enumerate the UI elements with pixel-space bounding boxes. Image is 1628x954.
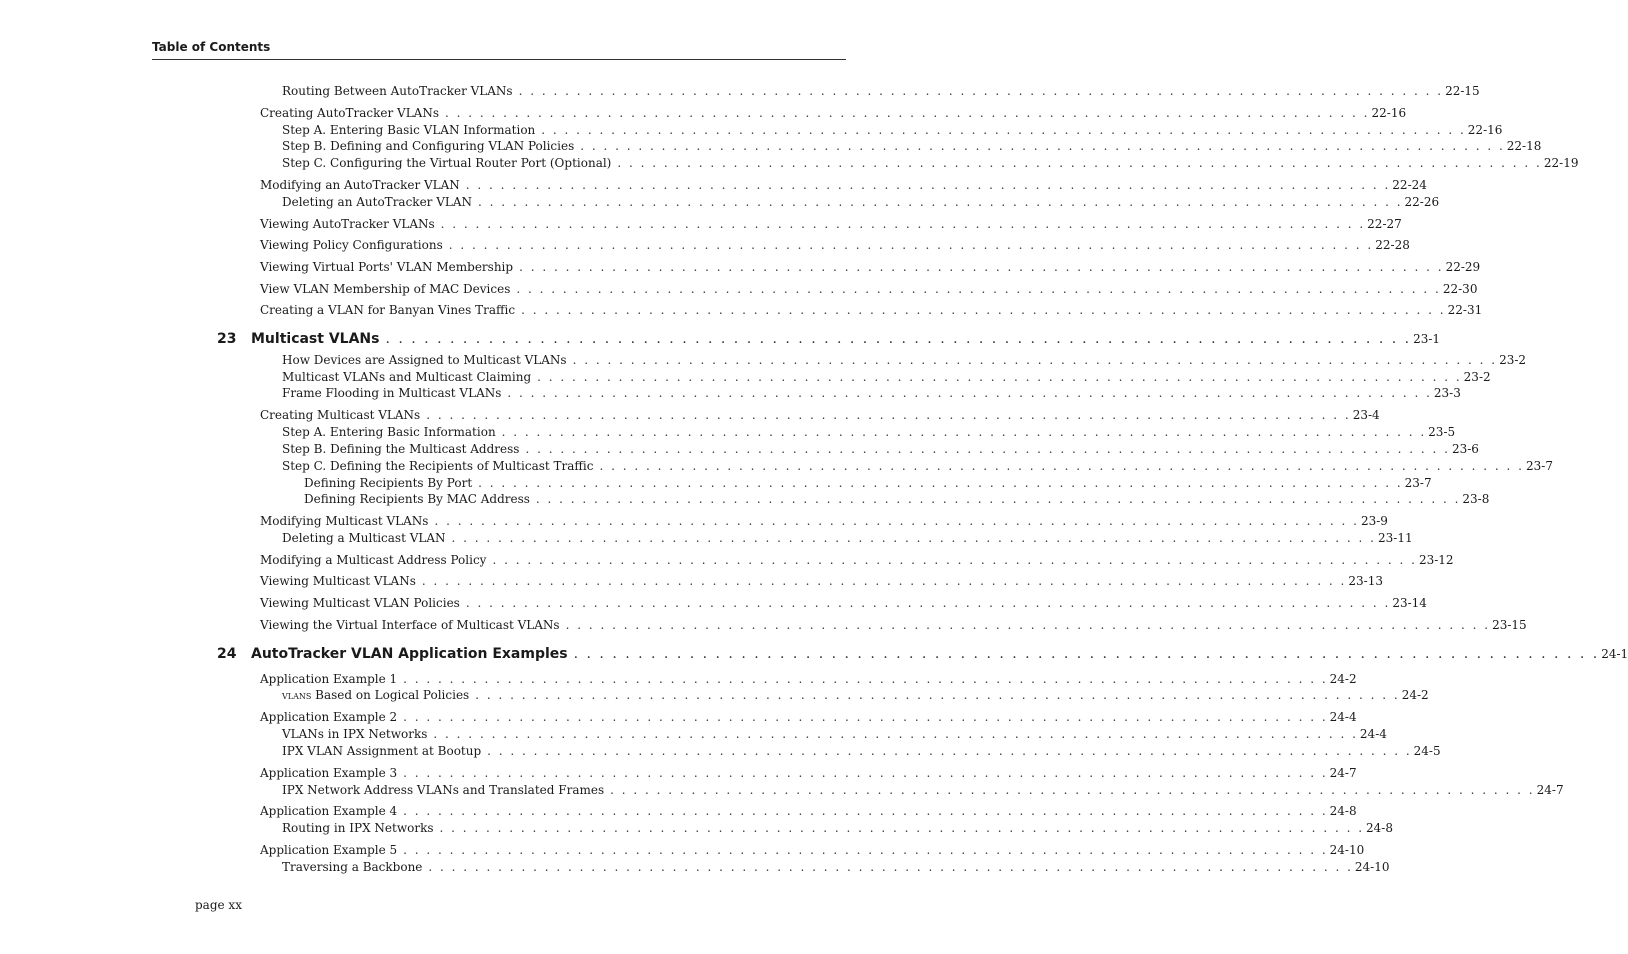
dot-leader: . . . . . . . . . . . . . . . . . . . . . . . . . . . . . . . . . . . . . . . . . . . . . . . . . . . . . . . . . . . . . . . . . . . . . . . . . . . . . . . .	[426, 408, 1351, 422]
dot-leader: . . . . . . . . . . . . . . . . . . . . . . . . . . . . . . . . . . . . . . . . . . . . . . . . . . . . . . . . . . . . . . . . . . . . . . . . . . . . . . . .	[433, 727, 1358, 741]
dot-leader: . . . . . . . . . . . . . . . . . . . . . . . . . . . . . . . . . . . . . . . . . . . . . . . . . . . . . . . . . . . . . . . . . . . . . . . . . . . . . . . .	[428, 860, 1353, 874]
toc-entry-label: Creating Multicast VLANs	[260, 408, 421, 422]
toc-entry-label: Application Example 1	[260, 672, 398, 686]
toc-entry[interactable]	[282, 821, 1393, 835]
toc-entry-label: Viewing the Virtual Interface of Multicast VLANs	[260, 618, 560, 632]
toc-entry-page: 23-2	[1463, 370, 1491, 384]
toc-entry-label: How Devices are Assigned to Multicast VLANs	[282, 353, 567, 367]
dot-leader: . . . . . . . . . . . . . . . . . . . . . . . . . . . . . . . . . . . . . . . . . . . . . . . . . . . . . . . . . . . . . . . . . . . . . . . . . . . . . . . .	[478, 195, 1403, 209]
toc-entry-page: 22-28	[1375, 238, 1410, 252]
toc-entry-label: Viewing AutoTracker VLANs	[260, 217, 435, 231]
toc-entry-label: Defining Recipients By MAC Address	[304, 492, 530, 506]
toc-entry[interactable]	[282, 425, 1456, 439]
toc-entry-page: 22-16	[1371, 106, 1407, 120]
dot-leader: . . . . . . . . . . . . . . . . . . . . . . . . . . . . . . . . . . . . . . . . . . . . . . . . . . . . . . . . . . . . . . . . . . . . . . . . . . . . . . . .	[403, 766, 1328, 780]
toc-entry-page: 24-4	[1359, 727, 1387, 741]
toc-entry[interactable]	[304, 476, 1432, 490]
toc-entry-label: Application Example 2	[260, 710, 398, 724]
page-number: page xx	[195, 898, 242, 912]
toc-entry[interactable]	[260, 843, 1365, 857]
toc-entry-page: 24-2	[1401, 688, 1429, 702]
toc-entry-label: Defining Recipients By Port	[304, 476, 473, 490]
toc-entry[interactable]	[282, 156, 1579, 170]
toc-entry-label: Viewing Policy Configurations	[260, 238, 443, 252]
toc-entry-label: Modifying Multicast VLANs	[260, 514, 429, 528]
toc-entry[interactable]	[282, 783, 1564, 797]
toc-entry-page: 23-7	[1404, 476, 1432, 490]
toc-entry[interactable]	[260, 514, 1388, 528]
toc-entry-page: 24-10	[1329, 843, 1365, 857]
dot-leader: . . . . . . . . . . . . . . . . . . . . . . . . . . . . . . . . . . . . . . . . . . . . . . . . . . . . . . . . . . . . . . . . . . . . . . . . . . . . . . . .	[403, 672, 1328, 686]
dot-leader: . . . . . . . . . . . . . . . . . . . . . . . . . . . . . . . . . . . . . . . . . . . . . . . . . . . . . . . . . . . . . . . . . . . . . . . . . . . . . . . .	[507, 386, 1432, 400]
dot-leader: . . . . . . . . . . . . . . . . . . . . . . . . . . . . . . . . . . . . . . . . . . . . . . . . . . . . . . . . . . . . . . . . . . . . . . . . . . . . . . . .	[421, 574, 1347, 588]
toc-entry[interactable]	[282, 744, 1441, 758]
dot-leader: . . . . . . . . . . . . . . . . . . . . . . . . . . . . . . . . . . . . . . . . . . . . . . . . . . . . . . . . . . . . . . . . . . . . . . . . . . . . . . . .	[501, 425, 1427, 439]
toc-entry-label: Step B. Defining the Multicast Address	[282, 442, 520, 456]
dot-leader: . . . . . . . . . . . . . . . . . . . . . . . . . . . . . . . . . . . . . . . . . . . . . . . . . . . . . . . . . . . . . . . . . . . . . . . . . . . . . . . .	[445, 106, 1370, 120]
toc-entry[interactable]	[260, 106, 1407, 120]
toc-entry-page: 22-15	[1445, 84, 1480, 98]
toc-entry[interactable]	[260, 710, 1357, 724]
toc-entry[interactable]	[282, 370, 1491, 384]
toc-entry-label: Modifying a Multicast Address Policy	[260, 553, 487, 567]
toc-entry-page: 24-4	[1329, 710, 1357, 724]
toc-entry-label: Application Example 3	[260, 766, 398, 780]
toc-entry-label: vlans Based on Logical Policies	[282, 688, 470, 702]
toc-entry-page: 22-27	[1367, 217, 1402, 231]
toc-entry[interactable]	[282, 688, 1429, 702]
dot-leader: . . . . . . . . . . . . . . . . . . . . . . . . . . . . . . . . . . . . . . . . . . . . . . . . . . . . . . . . . . . . . . . . . . . . . . . . . . . . . . . .	[610, 783, 1535, 797]
toc-entry[interactable]	[260, 178, 1427, 192]
toc-entry-page: 24-8	[1329, 804, 1357, 818]
dot-leader: . . . . . . . . . . . . . . . . . . . . . . . . . . . . . . . . . . . . . . . . . . . . . . . . . . . . . . . . . . . . . . . . . . . . . . . . . . . . . . . .	[541, 123, 1466, 137]
toc-entry-label: Routing in IPX Networks	[282, 821, 434, 835]
toc-entry-page: 23-5	[1428, 425, 1456, 439]
toc-entry-page: 24-2	[1329, 672, 1357, 686]
toc-entry-page: 23-14	[1392, 596, 1427, 610]
toc-entry-page: 24-10	[1354, 860, 1390, 874]
toc-entry-label: Step A. Entering Basic VLAN Information	[282, 123, 536, 137]
dot-leader: . . . . . . . . . . . . . . . . . . . . . . . . . . . . . . . . . . . . . . . . . . . . . . . . . . . . . . . . . . . . . . . . . . . . . . . . . . . . . . . .	[451, 531, 1376, 545]
toc-entry[interactable]	[260, 238, 1410, 252]
toc-entry-page: 22-26	[1404, 195, 1440, 209]
toc-entry-page: 23-4	[1352, 408, 1380, 422]
toc-entry-label: Creating a VLAN for Banyan Vines Traffic	[260, 303, 516, 317]
toc-entry[interactable]	[260, 217, 1402, 231]
dot-leader: . . . . . . . . . . . . . . . . . . . . . . . . . . . . . . . . . . . . . . . . . . . . . . . . . . . . . . . . . . . . . . . . . . . . . . . . . . . . . . . .	[434, 514, 1359, 528]
toc-entry-page: 24-5	[1413, 744, 1441, 758]
dot-leader: . . . . . . . . . . . . . . . . . . . . . . . . . . . . . . . . . . . . . . . . . . . . . . . . . . . . . . . . . . . . . . . . . . . . . . . . . . . . . . . .	[521, 303, 1446, 317]
toc-entry[interactable]	[282, 727, 1387, 741]
toc-entry[interactable]	[282, 123, 1503, 137]
toc-entry[interactable]	[260, 553, 1454, 567]
toc-entry[interactable]	[282, 139, 1542, 153]
toc-entry-page: 23-1	[1413, 332, 1441, 346]
toc-entry-label: Viewing Virtual Ports' VLAN Membership	[260, 260, 514, 274]
toc-entry-page: 24-1	[1601, 647, 1628, 661]
toc-entry-page: 24-7	[1329, 766, 1357, 780]
chapter-number: 24	[217, 646, 237, 662]
dot-leader: . . . . . . . . . . . . . . . . . . . . . . . . . . . . . . . . . . . . . . . . . . . . . . . . . . . . . . . . . . . . . . . . . . . . . . . . . . . . . . . .	[537, 370, 1462, 384]
toc-entry[interactable]	[282, 195, 1440, 209]
dot-leader: . . . . . . . . . . . . . . . . . . . . . . . . . . . . . . . . . . . . . . . . . . . . . . . . . . . . . . . . . . . . . . . . . . . . . . . . . . . . . . . .	[403, 843, 1328, 857]
chapter-number: 23	[217, 331, 237, 347]
dot-leader: . . . . . . . . . . . . . . . . . . . . . . . . . . . . . . . . . . . . . . . . . . . . . . . . . . . . . . . . . . . . . . . . . . . . . . . . . . . . . . . .	[573, 646, 1600, 662]
toc-entry[interactable]	[260, 303, 1483, 317]
dot-leader: . . . . . . . . . . . . . . . . . . . . . . . . . . . . . . . . . . . . . . . . . . . . . . . . . . . . . . . . . . . . . . . . . . . . . . . . . . . . . . . .	[572, 353, 1498, 367]
toc-entry-page: 23-12	[1418, 553, 1454, 567]
toc-entry[interactable]	[260, 618, 1527, 632]
toc-entry-page: 22-18	[1506, 139, 1542, 153]
toc-entry-label: View VLAN Membership of MAC Devices	[260, 282, 511, 296]
toc-entry-page: 22-19	[1543, 156, 1579, 170]
toc-entry-page: 23-9	[1360, 514, 1388, 528]
toc-entry-label: Routing Between AutoTracker VLANs	[282, 84, 513, 98]
toc-entry-page: 24-7	[1536, 783, 1564, 797]
toc-entry-page: 23-15	[1492, 618, 1527, 632]
dot-leader: . . . . . . . . . . . . . . . . . . . . . . . . . . . . . . . . . . . . . . . . . . . . . . . . . . . . . . . . . . . . . . . . . . . . . . . . . . . . . . . .	[516, 282, 1441, 296]
dot-leader: . . . . . . . . . . . . . . . . . . . . . . . . . . . . . . . . . . . . . . . . . . . . . . . . . . . . . . . . . . . . . . . . . . . . . . . . . . . . . . . .	[475, 688, 1400, 702]
toc-entry-page: 23-8	[1462, 492, 1490, 506]
toc-entry-label: Traversing a Backbone	[282, 860, 423, 874]
toc-entry-label: Frame Flooding in Multicast VLANs	[282, 386, 502, 400]
toc-entry-label: Step A. Entering Basic Information	[282, 425, 496, 439]
dot-leader: . . . . . . . . . . . . . . . . . . . . . . . . . . . . . . . . . . . . . . . . . . . . . . . . . . . . . . . . . . . . . . . . . . . . . . . . . . . . . . . .	[565, 618, 1491, 632]
toc-entry[interactable]	[282, 84, 1480, 98]
dot-leader: . . . . . . . . . . . . . . . . . . . . . . . . . . . . . . . . . . . . . . . . . . . . . . . . . . . . . . . . . . . . . . . . . . . . . . . . . . . . . . . .	[599, 459, 1524, 473]
dot-leader: . . . . . . . . . . . . . . . . . . . . . . . . . . . . . . . . . . . . . . . . . . . . . . . . . . . . . . . . . . . . . . . . . . . . . . . . . . . . . . . .	[487, 744, 1412, 758]
toc-entry[interactable]	[282, 531, 1413, 545]
dot-leader: . . . . . . . . . . . . . . . . . . . . . . . . . . . . . . . . . . . . . . . . . . . . . . . . . . . . . . . . . . . . . . . . . . . . . . . . . . . . . . . .	[448, 238, 1374, 252]
dot-leader: . . . . . . . . . . . . . . . . . . . . . . . . . . . . . . . . . . . . . . . . . . . . . . . . . . . . . . . . . . . . . . . . . . . . . . . . . . . . . . . .	[403, 710, 1328, 724]
dot-leader: . . . . . . . . . . . . . . . . . . . . . . . . . . . . . . . . . . . . . . . . . . . . . . . . . . . . . . . . . . . . . . . . . . . . . . . . . . . . . . . .	[525, 442, 1450, 456]
toc-entry[interactable]	[282, 386, 1461, 400]
toc-entry-label: Application Example 5	[260, 843, 398, 857]
dot-leader: . . . . . . . . . . . . . . . . . . . . . . . . . . . . . . . . . . . . . . . . . . . . . . . . . . . . . . . . . . . . . . . . . . . . . . . . . . . . . . . .	[403, 804, 1328, 818]
dot-leader: . . . . . . . . . . . . . . . . . . . . . . . . . . . . . . . . . . . . . . . . . . . . . . . . . . . . . . . . . . . . . . . . . . . . . . . . . . . . . . . .	[535, 492, 1461, 506]
dot-leader: . . . . . . . . . . . . . . . . . . . . . . . . . . . . . . . . . . . . . . . . . . . . . . . . . . . . . . . . . . . . . . . . . . . . . . . . . . . . . . . .	[617, 156, 1542, 170]
toc-entry-label: Viewing Multicast VLAN Policies	[260, 596, 460, 610]
dot-leader: . . . . . . . . . . . . . . . . . . . . . . . . . . . . . . . . . . . . . . . . . . . . . . . . . . . . . . . . . . . . . . . . . . . . . . . . . . . . . . . .	[519, 260, 1444, 274]
toc-entry[interactable]	[260, 596, 1427, 610]
toc-entry-page: 23-7	[1526, 459, 1553, 473]
toc-entry-label: Step C. Defining the Recipients of Multicast Traffic	[282, 459, 594, 473]
toc-entry[interactable]	[282, 353, 1527, 367]
dot-leader: . . . . . . . . . . . . . . . . . . . . . . . . . . . . . . . . . . . . . . . . . . . . . . . . . . . . . . . . . . . . . . . . . . . . . . . . . . . . . . . .	[580, 139, 1505, 153]
dot-leader: . . . . . . . . . . . . . . . . . . . . . . . . . . . . . . . . . . . . . . . . . . . . . . . . . . . . . . . . . . . . . . . . . . . . . . . . . . . . . . . .	[492, 553, 1417, 567]
dot-leader: . . . . . . . . . . . . . . . . . . . . . . . . . . . . . . . . . . . . . . . . . . . . . . . . . . . . . . . . . . . . . . . . . . . . . . . . . . . . . . . .	[465, 178, 1391, 192]
toc-entry-page: 23-3	[1433, 386, 1461, 400]
toc-entry-label: VLANs in IPX Networks	[282, 727, 428, 741]
toc-entry-label: Multicast VLANs	[251, 331, 380, 347]
dot-leader: . . . . . . . . . . . . . . . . . . . . . . . . . . . . . . . . . . . . . . . . . . . . . . . . . . . . . . . . . . . . . . . . . . . . . . . . . . . . . . . .	[465, 596, 1391, 610]
dot-leader: . . . . . . . . . . . . . . . . . . . . . . . . . . . . . . . . . . . . . . . . . . . . . . . . . . . . . . . . . . . . . . . . . . . . . . . . . . . . . . . .	[478, 476, 1403, 490]
toc-entry-label: IPX Network Address VLANs and Translated Frames	[282, 783, 605, 797]
toc-entry[interactable]	[260, 574, 1383, 588]
dot-leader: . . . . . . . . . . . . . . . . . . . . . . . . . . . . . . . . . . . . . . . . . . . . . . . . . . . . . . . . . . . . . . . . . . . . . . . . . . . . . . . .	[518, 84, 1444, 98]
toc-entry[interactable]	[282, 860, 1390, 874]
toc-entry-label: Step C. Configuring the Virtual Router Port (Optional)	[282, 156, 612, 170]
toc-entry[interactable]	[282, 459, 1553, 473]
dot-leader: . . . . . . . . . . . . . . . . . . . . . . . . . . . . . . . . . . . . . . . . . . . . . . . . . . . . . . . . . . . . . . . . . . . . . . . . . . . . . . . .	[440, 217, 1366, 231]
toc-entry-page: 23-13	[1348, 574, 1383, 588]
toc-entry[interactable]	[260, 260, 1481, 274]
toc-entry[interactable]	[260, 408, 1380, 422]
toc-entry-page: 22-31	[1447, 303, 1483, 317]
toc-entry-label: AutoTracker VLAN Application Examples	[251, 646, 568, 662]
toc-entry-page: 23-11	[1378, 531, 1413, 545]
toc-entry-page: 22-29	[1445, 260, 1481, 274]
toc-entry-label: Application Example 4	[260, 804, 398, 818]
toc-entry[interactable]	[304, 492, 1490, 506]
toc-entry-page: 23-6	[1451, 442, 1479, 456]
toc-entry[interactable]	[260, 672, 1357, 686]
toc-entry[interactable]	[260, 282, 1478, 296]
toc-entry-label: Step B. Defining and Configuring VLAN Policies	[282, 139, 575, 153]
toc-entry-page: 22-24	[1392, 178, 1427, 192]
toc-entry-label: Multicast VLANs and Multicast Claiming	[282, 370, 532, 384]
toc-entry-label: Creating AutoTracker VLANs	[260, 106, 439, 120]
toc-entry-label: Viewing Multicast VLANs	[260, 574, 416, 588]
toc-entry-label: Modifying an AutoTracker VLAN	[260, 178, 460, 192]
toc-entry[interactable]	[282, 442, 1479, 456]
toc-chapter-entry[interactable]	[217, 330, 1441, 348]
toc-entry-page: 22-16	[1467, 123, 1503, 137]
toc-entry-label: Deleting a Multicast VLAN	[282, 531, 446, 545]
toc-entry[interactable]	[260, 804, 1357, 818]
toc-entry-page: 23-2	[1499, 353, 1527, 367]
toc-entry-page: 22-30	[1442, 282, 1478, 296]
toc-entry-page: 24-8	[1366, 821, 1393, 835]
running-header: Table of Contents	[152, 40, 271, 54]
dot-leader: . . . . . . . . . . . . . . . . . . . . . . . . . . . . . . . . . . . . . . . . . . . . . . . . . . . . . . . . . . . . . . . . . . . . . . . . . . . . . . . .	[439, 821, 1365, 835]
toc-chapter-entry[interactable]	[217, 645, 1628, 663]
dot-leader: . . . . . . . . . . . . . . . . . . . . . . . . . . . . . . . . . . . . . . . . . . . . . . . . . . . . . . . . . . . . . . . . . . . . . . . . . . . . . . . .	[385, 331, 1412, 347]
toc-entry-label: IPX VLAN Assignment at Bootup	[282, 744, 482, 758]
toc-entry-label: Deleting an AutoTracker VLAN	[282, 195, 473, 209]
toc-entry[interactable]	[260, 766, 1357, 780]
